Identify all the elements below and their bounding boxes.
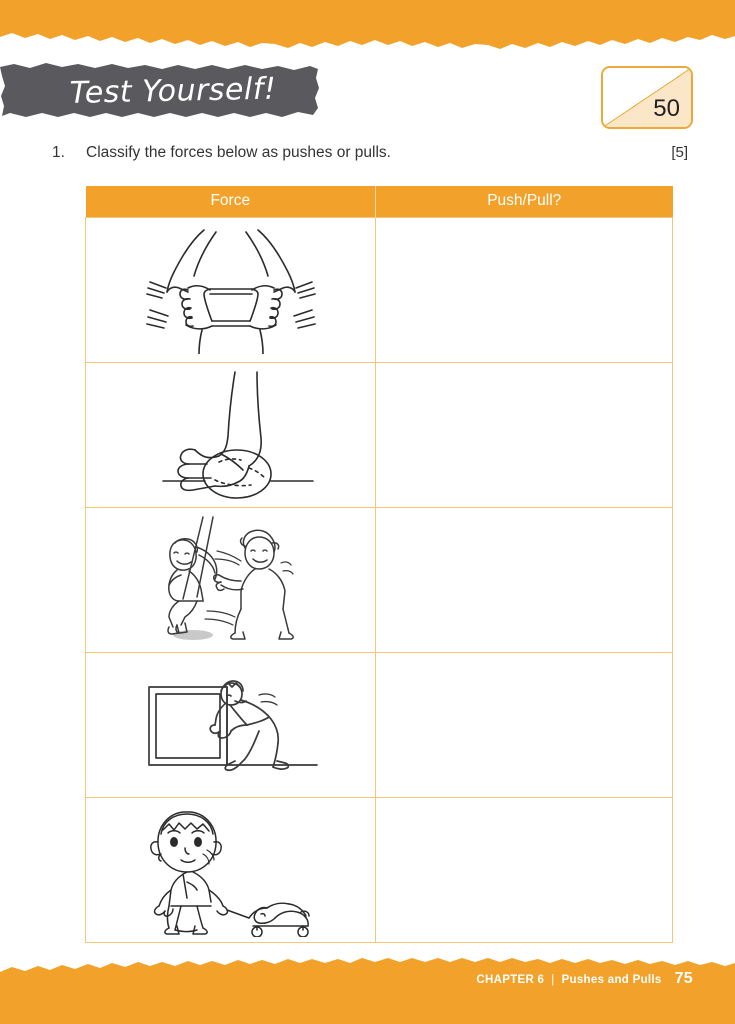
table-row xyxy=(86,652,673,797)
force-cell-4 xyxy=(86,652,376,797)
force-cell-5 xyxy=(86,797,376,942)
table-row xyxy=(86,797,673,942)
top-torn-border xyxy=(0,0,735,52)
answer-cell-5[interactable] xyxy=(376,797,673,942)
force-cell-3 xyxy=(86,507,376,652)
question-number: 1. xyxy=(52,144,65,161)
toddler-pulling-toy-dog-icon xyxy=(141,802,321,937)
footer-chapter: CHAPTER 6 xyxy=(476,974,545,986)
column-header-force: Force xyxy=(86,186,376,217)
hands-stretching-elastic-band-icon xyxy=(126,226,336,354)
answer-cell-1[interactable] xyxy=(376,217,673,362)
forces-table xyxy=(85,186,673,943)
table-header-row xyxy=(86,186,673,217)
table-row xyxy=(86,362,673,507)
person-pushing-box-icon xyxy=(131,665,331,785)
force-cell-2 xyxy=(86,362,376,507)
answer-cell-3[interactable] xyxy=(376,507,673,652)
question-1 xyxy=(52,144,688,162)
score-box[interactable] xyxy=(601,66,693,129)
test-yourself-banner xyxy=(0,62,320,120)
question-marks: [5] xyxy=(671,144,688,161)
score-total: 50 xyxy=(653,95,680,122)
hand-pressing-dough-icon xyxy=(131,370,331,500)
page-number: 75 xyxy=(674,970,693,987)
bottom-torn-border xyxy=(0,956,735,1024)
column-header-push-pull: Push/Pull? xyxy=(376,186,673,217)
footer-chapter-title: Pushes and Pulls xyxy=(561,974,662,986)
footer xyxy=(476,970,693,988)
answer-cell-2[interactable] xyxy=(376,362,673,507)
answer-cell-4[interactable] xyxy=(376,652,673,797)
question-text: Classify the forces below as pushes or pulls. xyxy=(86,144,391,161)
page-title: Test Yourself! xyxy=(69,71,277,111)
footer-separator: | xyxy=(551,974,555,986)
force-cell-1 xyxy=(86,217,376,362)
table-row xyxy=(86,507,673,652)
table-row xyxy=(86,217,673,362)
boy-pushing-girl-on-swing-icon xyxy=(141,515,321,645)
